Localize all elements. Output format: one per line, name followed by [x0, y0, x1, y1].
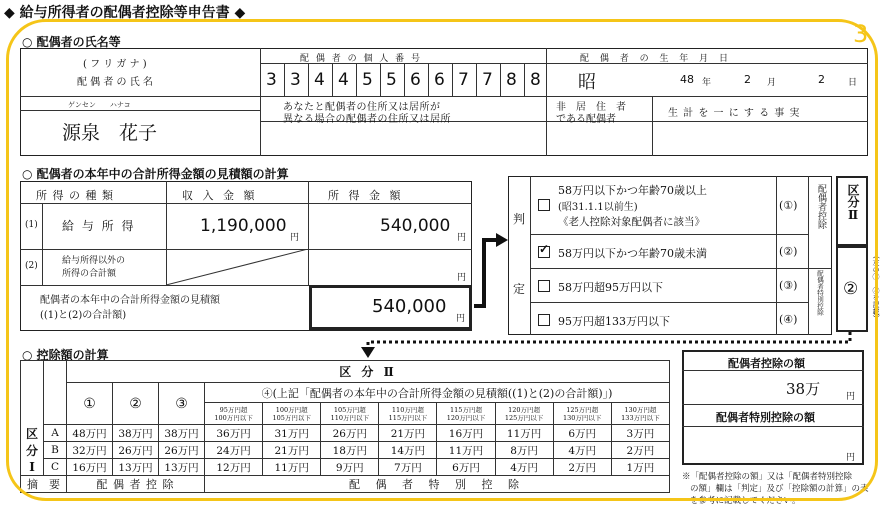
birth-era[interactable]: 昭 — [578, 72, 596, 93]
table-cell: 11万円 — [263, 459, 321, 476]
table-cell: 7万円 — [379, 459, 437, 476]
table-cell: 9万円 — [321, 459, 379, 476]
judge-option-3-num: (③) — [779, 279, 798, 292]
deduction-table — [20, 360, 670, 493]
row1-amount-value[interactable]: 540,000 — [380, 216, 451, 236]
table-cell: 11万円 — [437, 442, 495, 459]
mynumber-digit[interactable]: 6 — [434, 70, 445, 90]
side-label-deduction: 配偶者控除 — [816, 184, 826, 229]
judge-option-4-num: (④) — [779, 313, 798, 326]
table-cell: 3万円 — [611, 425, 669, 442]
col-sub-header: 110万円超 115万円以下 — [379, 403, 437, 425]
col-income-type: 所 得 の 種 類 — [36, 189, 114, 202]
nonresident-label-2: である配偶者 — [556, 114, 616, 125]
note-line-3: を参考に記載してください。 — [690, 496, 801, 506]
birth-year[interactable]: 48 — [680, 73, 694, 86]
table-cell: 12万円 — [205, 459, 263, 476]
nonresident-label-1: 非 居 住 者 — [556, 102, 626, 113]
col-header-2: ② — [113, 383, 159, 425]
mynumber-digit[interactable]: 8 — [506, 70, 517, 90]
col-sub-header: 115万円超 120万円以下 — [437, 403, 495, 425]
livelihood-label: 生 計 を 一 に す る 事 実 — [668, 108, 801, 119]
total-label-1: 配偶者の本年中の合計所得金額の見積額 — [40, 295, 220, 306]
table-cell: 4万円 — [495, 459, 553, 476]
col-income-amount: 収 入 金 額 — [182, 189, 258, 202]
yen-unit: 円 — [846, 453, 856, 463]
table-cell: 32万円 — [67, 442, 113, 459]
judge-label-top: 判 — [513, 212, 526, 226]
birth-day-unit: 日 — [848, 78, 858, 88]
col4-header: ④(上記「配偶者の本年中の合計所得金額の見積額((1)と(2)の合計額)」) — [205, 383, 670, 403]
footer-col-special: 配 偶 者 特 別 控 除 — [205, 476, 670, 493]
section-deduction-calc-title: ○ 控除額の計算 — [22, 348, 109, 362]
row-header-char: 分 — [21, 442, 44, 459]
judge-option-1-line1: 58万円以下かつ年齢70歳以上 — [558, 184, 707, 197]
col-income-result: 所 得 金 額 — [328, 189, 404, 202]
row1-label: 給 与 所 得 — [62, 219, 136, 233]
table-cell: 13万円 — [113, 459, 159, 476]
address-label-1: あなたと配偶者の住所又は居所が — [283, 102, 441, 113]
arrow-right-icon — [470, 230, 510, 310]
table-cell: 48万円 — [67, 425, 113, 442]
table-cell: 38万円 — [113, 425, 159, 442]
judge-option-1-num: (①) — [779, 199, 798, 212]
row2-number: (2) — [25, 261, 38, 271]
table-cell: 4万円 — [553, 442, 611, 459]
table-cell: 26万円 — [159, 442, 205, 459]
col-sub-header: 105万円超 110万円以下 — [321, 403, 379, 425]
note-line-1: ※「配偶者控除の額」又は「配偶者特別控除 — [682, 472, 853, 482]
mynumber-digit[interactable]: 7 — [458, 70, 469, 90]
yen-unit: 円 — [456, 314, 466, 324]
side-label-special: 配偶者特別控除 — [816, 270, 824, 316]
table-cell: 16万円 — [437, 425, 495, 442]
mynumber-digit[interactable]: 7 — [482, 70, 493, 90]
row-label-a: A — [44, 425, 67, 442]
mynumber-digit[interactable]: 5 — [386, 70, 397, 90]
yen-unit: 円 — [457, 233, 467, 243]
table-cell: 8万円 — [495, 442, 553, 459]
table-cell: 21万円 — [263, 442, 321, 459]
col-sub-header: 120万円超 125万円以下 — [495, 403, 553, 425]
judge-option-1-line2: (昭31.1.1以前生) — [558, 202, 638, 213]
step-number: 3 — [853, 20, 869, 48]
judge-checkbox-1[interactable] — [538, 199, 550, 211]
col-sub-header: 130万円超 133万円以下 — [611, 403, 669, 425]
table-cell: 18万円 — [321, 442, 379, 459]
table-cell: 14万円 — [379, 442, 437, 459]
row2-label-2: 所得の合計額 — [62, 269, 117, 279]
judge-option-2-num: (②) — [779, 245, 798, 258]
birth-day[interactable]: 2 — [818, 73, 825, 86]
table-cell: 13万円 — [159, 459, 205, 476]
special-amount-label: 配偶者特別控除の額 — [716, 411, 815, 424]
deduction-amount-value[interactable]: 38万 — [786, 380, 821, 398]
judge-checkbox-4[interactable] — [538, 314, 550, 326]
birth-month-unit: 月 — [767, 78, 777, 88]
table-cell: 38万円 — [159, 425, 205, 442]
birthdate-label: 配 偶 者 の 生 年 月 日 — [580, 54, 733, 64]
row-header-char: 区 — [21, 425, 44, 442]
col-sub-header: 100万円超 105万円以下 — [263, 403, 321, 425]
total-label-2: ((1)と(2)の合計額) — [40, 310, 127, 321]
table-cell: 31万円 — [263, 425, 321, 442]
col-header-1: ① — [67, 383, 113, 425]
kubun-label: 区分Ⅱ — [846, 184, 860, 222]
row-label-c: C — [44, 459, 67, 476]
mynumber-digit[interactable]: 4 — [314, 70, 325, 90]
spouse-name-value[interactable]: 源泉 花子 — [62, 122, 158, 144]
page-title: ◆ 給与所得者の配偶者控除等申告書 ◆ — [4, 5, 246, 21]
birth-month[interactable]: 2 — [744, 73, 751, 86]
table-cell: 11万円 — [495, 425, 553, 442]
judge-option-2-line1: 58万円以下かつ年齢70歳未満 — [558, 247, 707, 260]
yen-unit: 円 — [846, 392, 856, 402]
mynumber-digit[interactable]: 3 — [266, 70, 277, 90]
col-header-3: ③ — [159, 383, 205, 425]
yen-unit: 円 — [457, 273, 467, 283]
footer-col-deduction: 配 偶 者 控 除 — [67, 476, 205, 493]
mynumber-digit[interactable]: 8 — [530, 70, 541, 90]
total-amount-value[interactable]: 540,000 — [372, 296, 447, 317]
table-cell: 36万円 — [205, 425, 263, 442]
check-mark-icon: ✓ — [538, 242, 550, 256]
table-cell: 16万円 — [67, 459, 113, 476]
row1-number: (1) — [25, 220, 38, 230]
furigana-label: ( フ リ ガ ナ ) — [83, 59, 147, 70]
address-label-2: 異なる場合の配偶者の住所又は居所 — [283, 114, 451, 125]
table-cell: 1万円 — [611, 459, 669, 476]
judge-checkbox-3[interactable] — [538, 280, 550, 292]
table-cell: 26万円 — [113, 442, 159, 459]
mynumber-digit[interactable]: 6 — [410, 70, 421, 90]
yen-unit: 円 — [290, 233, 300, 243]
mynumber-digit[interactable]: 4 — [338, 70, 349, 90]
judge-option-1-line3: 《老人控除対象配偶者に該当》 — [558, 216, 705, 228]
table-cell: 21万円 — [379, 425, 437, 442]
table-cell: 26万円 — [321, 425, 379, 442]
table-cell: 6万円 — [553, 425, 611, 442]
deduction-amount-label: 配偶者控除の額 — [728, 357, 805, 370]
section-income-title: ○ 配偶者の本年中の合計所得金額の見積額の計算 — [22, 167, 289, 181]
note-line-2: の額」欄は「判定」及び「控除額の計算」の表 — [690, 484, 869, 494]
mynumber-digit[interactable]: 3 — [290, 70, 301, 90]
mynumber-digit[interactable]: 5 — [362, 70, 373, 90]
row-header-char: Ⅰ — [21, 459, 44, 476]
mynumber-label: 配 偶 者 の 個 人 番 号 — [300, 54, 423, 64]
judge-option-3-line1: 58万円超95万円以下 — [558, 281, 663, 294]
row2-label-1: 給与所得以外の — [62, 256, 126, 266]
diagonal-line — [166, 249, 308, 285]
kubun2-header: 区 分 Ⅱ — [67, 361, 670, 383]
judge-label-bottom: 定 — [513, 282, 526, 296]
table-cell: 2万円 — [553, 459, 611, 476]
birth-year-unit: 年 — [702, 78, 712, 88]
footer-label: 摘 要 — [21, 476, 67, 493]
kubun-note: (左の①〜④を記載) — [872, 256, 880, 318]
name-label: 配 偶 者 の 氏 名 — [77, 77, 153, 88]
section-spouse-name-title: ○ 配偶者の氏名等 — [22, 35, 121, 49]
furigana-value[interactable]: ゲンセン ハナコ — [68, 101, 131, 109]
col-sub-header: 125万円超 130万円以下 — [553, 403, 611, 425]
judge-option-4-line1: 95万円超133万円以下 — [558, 315, 670, 328]
row1-income-value[interactable]: 1,190,000 — [200, 216, 287, 236]
table-cell: 6万円 — [437, 459, 495, 476]
kubun-value[interactable]: ② — [843, 279, 859, 299]
row-label-b: B — [44, 442, 67, 459]
table-cell: 2万円 — [611, 442, 669, 459]
col-sub-header: 95万円超 100万円以下 — [205, 403, 263, 425]
table-cell: 24万円 — [205, 442, 263, 459]
